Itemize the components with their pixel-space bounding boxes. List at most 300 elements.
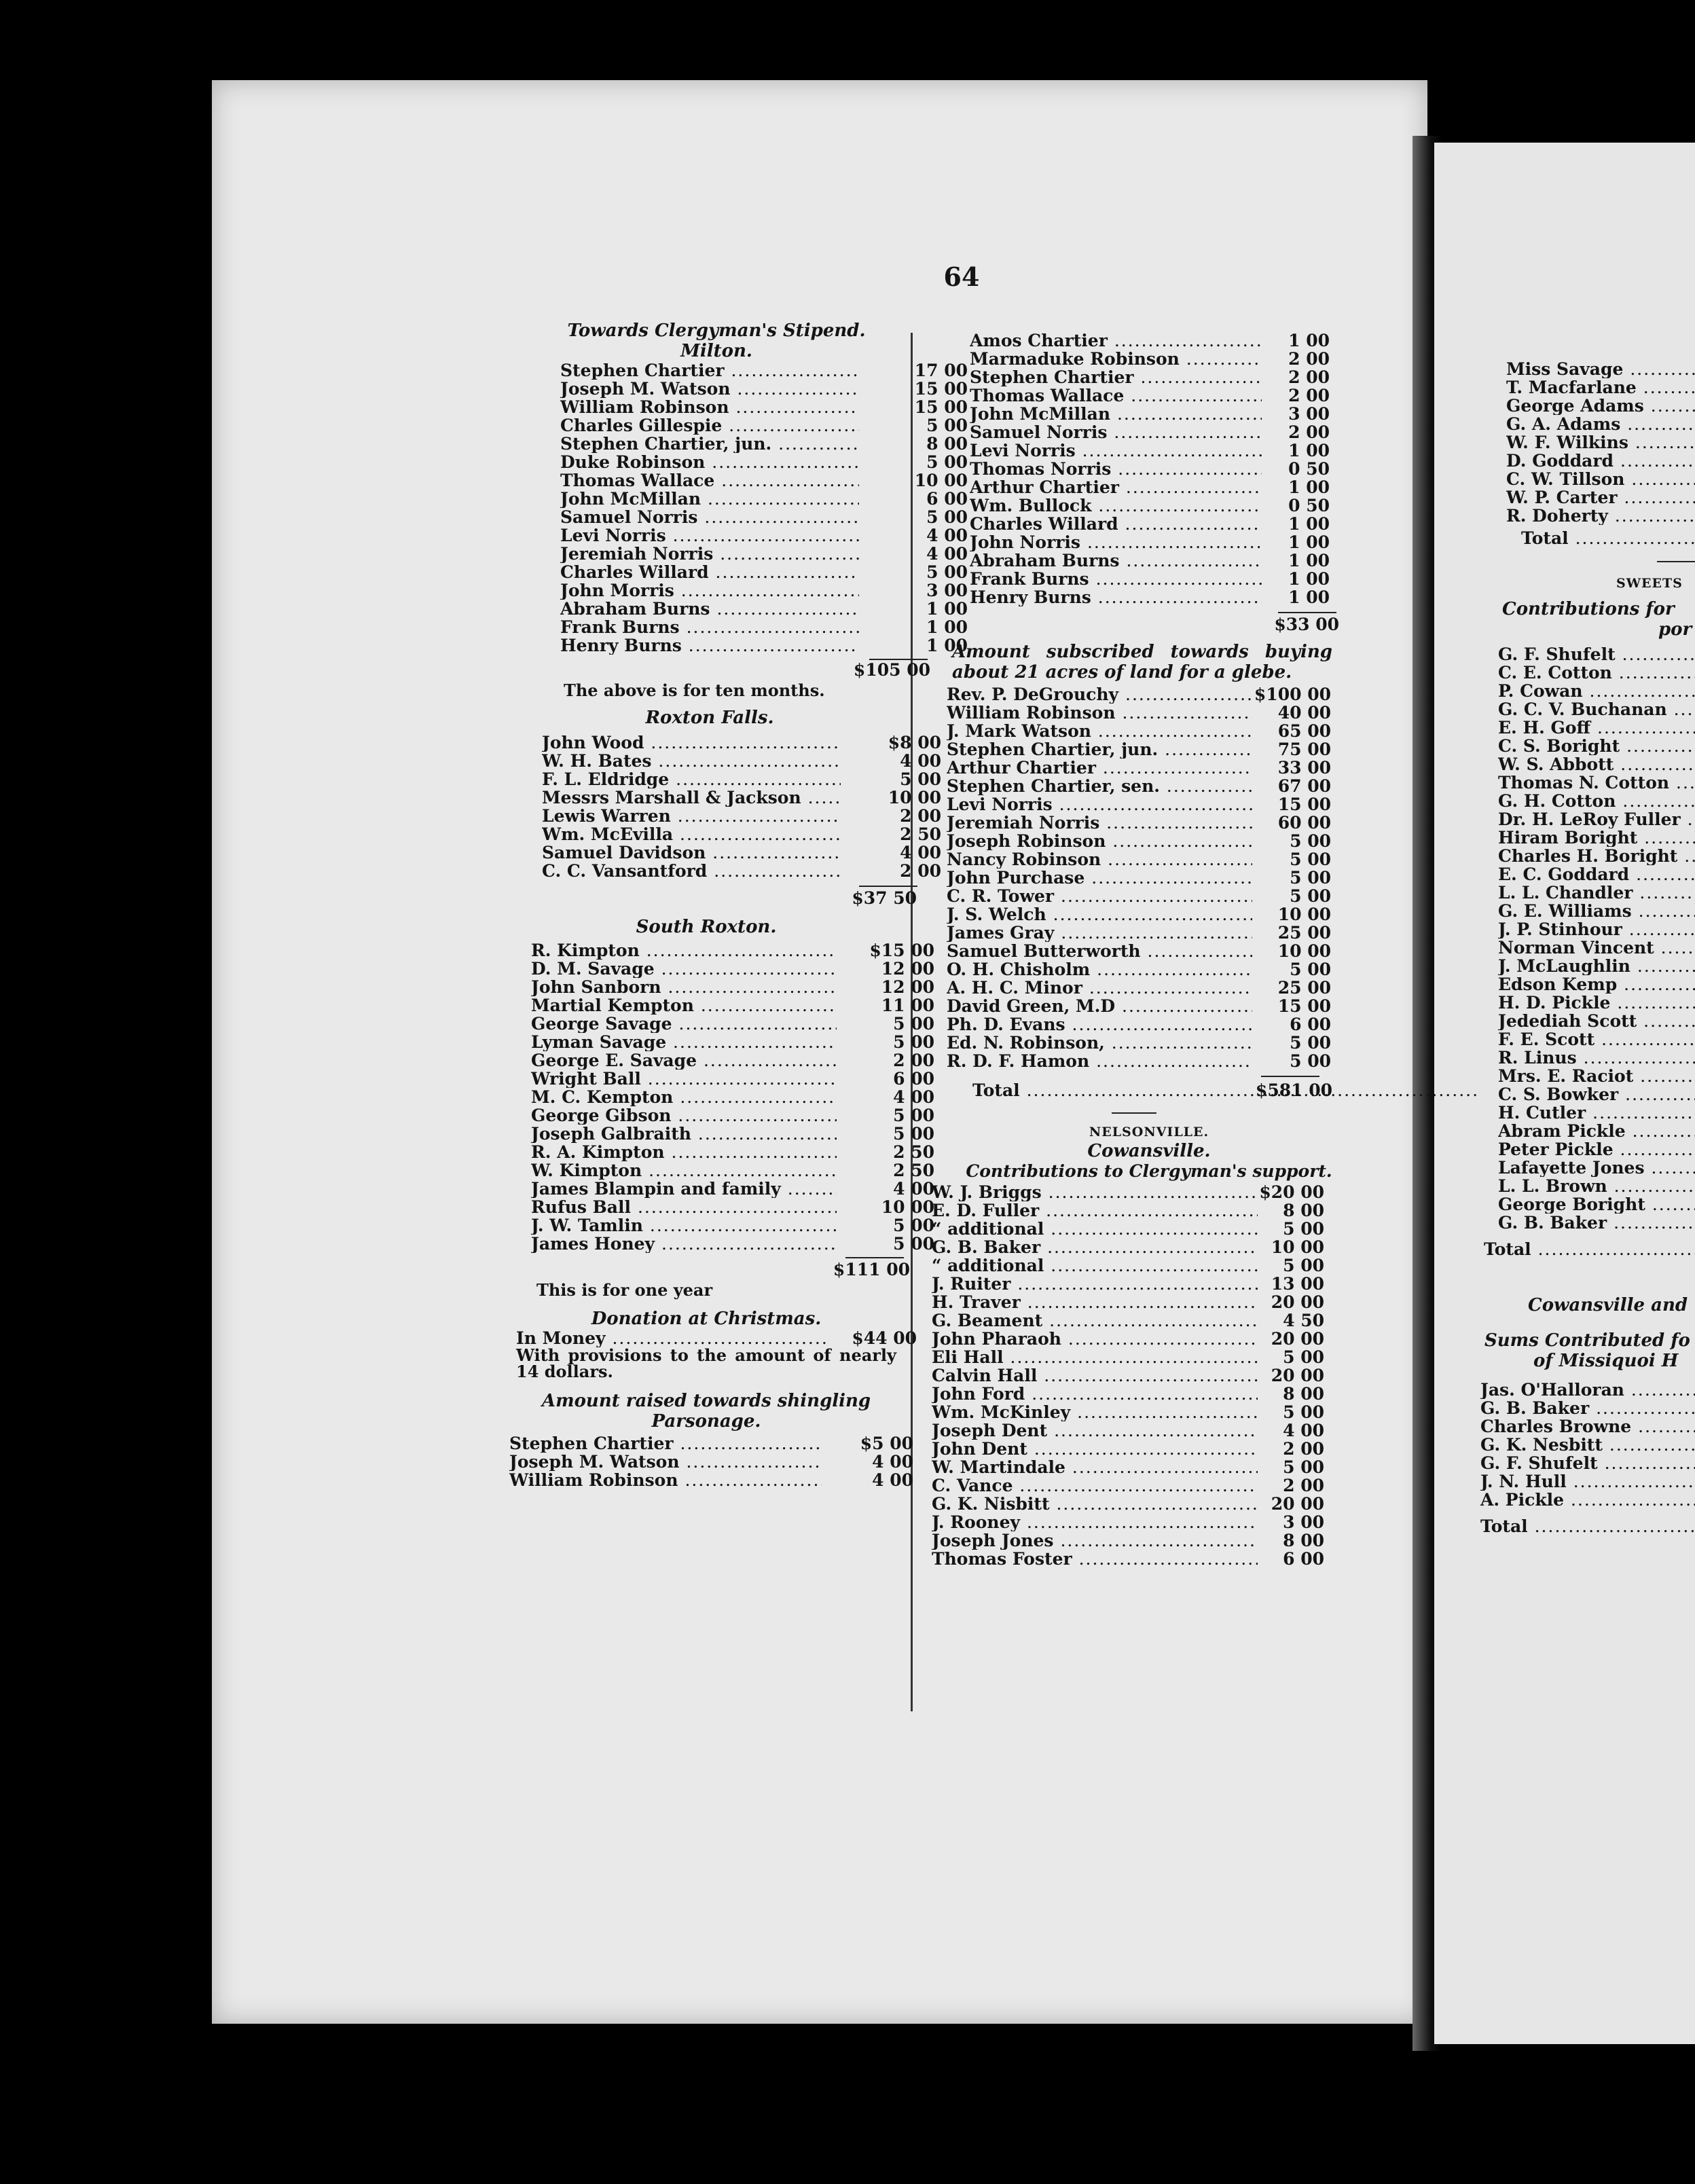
entry-name-wrap: [531, 1088, 837, 1106]
facing-entry-name: E. C. Goddard .....: [1498, 865, 1695, 884]
facing-entry-row: [1498, 718, 1695, 737]
entry-amount: 8 00: [1283, 1531, 1324, 1550]
milton-list: [560, 361, 968, 655]
entry-amount: 2 00: [1288, 422, 1330, 442]
entry-name: Thomas Norris .....: [970, 460, 1262, 478]
entry-name-wrap: [947, 777, 1252, 795]
entry-name: C. Vance .....: [932, 1476, 1258, 1495]
entry-row: [531, 1051, 934, 1070]
facing-entry-name: G. A. Adams .....: [1506, 415, 1695, 433]
entry-row: [947, 979, 1331, 997]
entry-row: [947, 960, 1331, 979]
entry-row: [560, 636, 968, 655]
entry-row: [932, 1348, 1332, 1366]
facing-entry-name: G. E. Williams .....: [1498, 902, 1695, 920]
entry-name-wrap: [970, 588, 1262, 606]
entry-name-wrap: [932, 1330, 1258, 1348]
entry-name-wrap: [947, 1052, 1252, 1070]
entry-name: J. Mark Watson .....: [947, 722, 1252, 740]
facing-total-a: Total .....: [1521, 529, 1695, 547]
entry-name: Joseph M. Watson .....: [560, 380, 859, 398]
entry-name: Joseph M. Watson .....: [509, 1453, 822, 1471]
entry-name-wrap: [970, 423, 1262, 441]
entry-name-wrap: [531, 1033, 837, 1051]
entry-name-wrap: [509, 1453, 822, 1471]
shingling-list: [509, 1434, 913, 1490]
entry-amount: 5 00: [926, 507, 968, 527]
entry-name-wrap: [560, 636, 859, 655]
entry-name: Rufus Ball .....: [531, 1198, 837, 1216]
section-rule: [1657, 561, 1695, 562]
facing-entry-row: [1498, 994, 1695, 1012]
entry-name-wrap: [970, 515, 1262, 533]
facing-entry-name: Charles H. Boright .....: [1498, 847, 1695, 865]
entry-name: Wm. Bullock .....: [970, 496, 1262, 515]
entry-name: William Robinson .....: [509, 1471, 822, 1489]
entry-row: [932, 1183, 1332, 1201]
entry-name-wrap: [542, 862, 841, 880]
facing-entry-row: [1498, 1067, 1695, 1085]
entry-amount: 75 00: [1277, 740, 1331, 759]
right-column: [925, 331, 1346, 1568]
entry-row: [542, 824, 941, 844]
entry-row: [970, 405, 1336, 423]
entry-name: Duke Robinson .....: [560, 453, 859, 471]
entry-amount: 5 00: [893, 1106, 934, 1125]
milton-total: $105 00: [853, 660, 930, 680]
entry-row: [542, 806, 941, 826]
entry-name-wrap: [947, 1034, 1252, 1052]
entry-name-wrap: [932, 1531, 1258, 1550]
entry-amount: 40 00: [1277, 703, 1331, 723]
entry-name-wrap: [531, 978, 837, 996]
entry-row: [932, 1220, 1332, 1238]
facing-entry-name: F. E. Scott .....: [1498, 1030, 1695, 1049]
facing-entry-name: D. Goddard .....: [1506, 452, 1695, 470]
entry-name-wrap: [970, 533, 1262, 551]
entry-name: G. B. Baker .....: [932, 1238, 1258, 1256]
facing-entry-name: G. F. Shufelt .....: [1480, 1454, 1695, 1472]
entry-name: Samuel Norris .....: [970, 423, 1262, 441]
facing-entry-row: [1498, 975, 1695, 994]
entry-amount: $5 00: [860, 1434, 913, 1453]
entry-amount: 4 00: [900, 843, 941, 862]
entry-name: R. D. F. Hamon .....: [947, 1052, 1252, 1070]
entry-amount: 6 00: [1283, 1549, 1324, 1569]
entry-row: [932, 1330, 1332, 1348]
entry-amount: 1 00: [926, 617, 968, 637]
entry-amount: 5 00: [1290, 960, 1331, 979]
entry-amount: 25 00: [1277, 923, 1331, 943]
facing-entry-name: C. S. Boright .....: [1498, 737, 1695, 755]
entry-amount: 13 00: [1271, 1274, 1324, 1294]
facing-entry-name: R. Doherty .....: [1506, 507, 1695, 525]
facing-entry-row: [1506, 397, 1695, 415]
entry-name: J. Ruiter .....: [932, 1275, 1258, 1293]
entry-amount: 10 00: [881, 1197, 934, 1217]
entry-amount: 5 00: [926, 562, 968, 582]
glebe-list: [947, 685, 1346, 1070]
entry-name-wrap: [947, 979, 1252, 997]
entry-amount: 1 00: [926, 599, 968, 619]
entry-name: F. L. Eldridge .....: [542, 770, 841, 788]
entry-name: H. Traver .....: [932, 1293, 1258, 1311]
entry-name-wrap: [531, 1106, 837, 1125]
entry-name: Eli Hall .....: [932, 1348, 1258, 1366]
entry-row: [932, 1256, 1332, 1275]
south-roxton-note: This is for one year: [536, 1280, 713, 1300]
entry-row: [542, 861, 941, 881]
entry-name-wrap: [970, 386, 1262, 405]
entry-amount: 4 00: [893, 1179, 934, 1199]
facing-entry-name: A. Pickle .....: [1480, 1491, 1695, 1509]
entry-row: [947, 905, 1331, 924]
entry-name: W. J. Briggs .....: [932, 1183, 1258, 1201]
entry-name-wrap: [509, 1471, 822, 1489]
entry-name-wrap: [932, 1256, 1258, 1275]
facing-entry-row: [1506, 415, 1695, 433]
entry-name: Frank Burns .....: [560, 618, 859, 636]
entry-row: [947, 887, 1331, 905]
entry-row: [932, 1201, 1332, 1220]
facing-entry-row: [1480, 1399, 1695, 1417]
entry-name: George E. Savage .....: [531, 1051, 837, 1070]
facing-entry-name: Thomas N. Cotton .....: [1498, 774, 1695, 792]
entry-name: Stephen Chartier, jun. .....: [560, 435, 859, 453]
entry-name: Levi Norris .....: [947, 795, 1252, 814]
facing-entry-name: Charles Browne .....: [1480, 1417, 1695, 1436]
entry-row: [560, 379, 968, 399]
entry-name-wrap: [531, 960, 837, 978]
entry-row: [932, 1366, 1332, 1385]
entry-amount: 5 00: [893, 1124, 934, 1144]
entry-amount: $100 00: [1254, 685, 1331, 704]
facing-entry-name: P. Cowan .....: [1498, 682, 1695, 700]
entry-amount: 5 00: [1283, 1347, 1324, 1367]
facing-entry-name: Lafayette Jones .....: [1498, 1159, 1695, 1177]
entry-row: [970, 588, 1336, 606]
entry-row: [531, 1142, 934, 1162]
entry-name-wrap: [531, 1070, 837, 1088]
facing-entry-row: [1480, 1491, 1695, 1509]
entry-name: Stephen Chartier, sen. .....: [947, 777, 1252, 795]
entry-name: Lyman Savage .....: [531, 1033, 837, 1051]
entry-name-wrap: [560, 435, 859, 453]
entry-name: Samuel Butterworth .....: [947, 942, 1252, 960]
entry-name: W. H. Bates .....: [542, 752, 841, 770]
entry-name-wrap: [932, 1220, 1258, 1238]
entry-amount: 5 00: [1290, 831, 1331, 851]
entry-row: [947, 704, 1331, 722]
entry-row: [560, 507, 968, 527]
entry-name: Henry Burns .....: [970, 588, 1262, 606]
entry-name: Lewis Warren .....: [542, 807, 841, 825]
entry-name-wrap: [947, 869, 1252, 887]
entry-name: Wright Ball .....: [531, 1070, 837, 1088]
entry-name-wrap: [947, 850, 1252, 869]
entry-name: Thomas Foster .....: [932, 1550, 1258, 1568]
entry-amount: 10 00: [1277, 941, 1331, 961]
stipend-heading: Towards Clergyman's Stipend.: [567, 321, 866, 341]
entry-amount: $8 00: [888, 733, 941, 752]
entry-amount: 15 00: [1277, 996, 1331, 1016]
entry-row: [932, 1458, 1332, 1476]
entry-amount: 2 00: [1288, 386, 1330, 405]
entry-amount: 65 00: [1277, 721, 1331, 741]
facing-entry-row: [1498, 902, 1695, 920]
entry-name-wrap: [970, 405, 1262, 423]
entry-name-wrap: [970, 570, 1262, 588]
entry-amount: 10 00: [1271, 1237, 1324, 1257]
entry-amount: 5 00: [893, 1234, 934, 1254]
entry-row: [531, 1014, 934, 1034]
entry-row: [542, 751, 941, 771]
entry-row: [947, 722, 1331, 740]
entry-amount: 20 00: [1271, 1366, 1324, 1385]
entry-row: [531, 1161, 934, 1180]
facing-entry-row: [1498, 920, 1695, 939]
entry-name: Charles Gillespie .....: [560, 416, 859, 435]
entry-row: [560, 617, 968, 637]
entry-row: [560, 544, 968, 564]
entry-row: [560, 452, 968, 472]
facing-entry-name: C. E. Cotton .....: [1498, 663, 1695, 682]
facing-entry-row: [1498, 957, 1695, 975]
entry-amount: 4 00: [1283, 1421, 1324, 1440]
entry-name: John Sanborn .....: [531, 978, 837, 996]
entry-name: W. Martindale .....: [932, 1458, 1258, 1476]
entry-row: [542, 788, 941, 807]
entry-name: Rev. P. DeGrouchy .....: [947, 685, 1252, 704]
facing-entry-row: [1498, 1085, 1695, 1104]
entry-name-wrap: [932, 1183, 1258, 1201]
facing-entry-name: E. H. Goff .....: [1498, 718, 1695, 737]
facing-list-b: [1498, 645, 1695, 1232]
entry-name-wrap: [531, 1198, 837, 1216]
milton-heading: Milton.: [680, 341, 752, 361]
facing-entry-name: C. W. Tillson .....: [1506, 470, 1695, 488]
entry-name: Stephen Chartier .....: [970, 368, 1262, 386]
entry-name-wrap: [542, 788, 841, 807]
entry-name-wrap: [947, 942, 1252, 960]
entry-name-wrap: [970, 441, 1262, 460]
entry-row: [970, 386, 1336, 405]
entry-row: [932, 1531, 1332, 1550]
entry-row: [947, 1015, 1331, 1034]
entry-name: Stephen Chartier .....: [560, 361, 859, 380]
entry-amount: 11 00: [881, 996, 934, 1015]
entry-amount: 4 00: [893, 1087, 934, 1107]
entry-amount: 20 00: [1271, 1329, 1324, 1349]
entry-name-wrap: [542, 752, 841, 770]
entry-amount: 2 00: [900, 861, 941, 881]
entry-row: [947, 942, 1331, 960]
entry-amount: 1 00: [1288, 569, 1330, 589]
facing-caps-heading: SWEETS: [1616, 576, 1683, 591]
roxton-falls-heading: Roxton Falls.: [645, 708, 774, 728]
entry-row: [531, 1106, 934, 1125]
facing-entry-name: G. H. Cotton .....: [1498, 792, 1695, 810]
entry-amount: 10 00: [1277, 905, 1331, 924]
facing-entry-row: [1498, 1030, 1695, 1049]
facing-entry-name: Dr. H. LeRoy Fuller .....: [1498, 810, 1695, 829]
facing-entry-row: [1498, 1159, 1695, 1177]
entry-name-wrap: [560, 600, 859, 618]
entry-amount: 2 50: [893, 1161, 934, 1180]
entry-name-wrap: [932, 1275, 1258, 1293]
entry-amount: 4 00: [926, 526, 968, 545]
entry-amount: 2 00: [900, 806, 941, 826]
entry-name-wrap: [932, 1366, 1258, 1385]
facing-entry-name: Norman Vincent .....: [1498, 939, 1695, 957]
entry-name: John Purchase .....: [947, 869, 1252, 887]
facing-cowansville-and: Cowansville and: [1528, 1295, 1688, 1315]
entry-name: Samuel Davidson .....: [542, 843, 841, 862]
entry-name: O. H. Chisholm .....: [947, 960, 1252, 979]
entry-name: “ additional .....: [932, 1220, 1258, 1238]
entry-name: Abraham Burns .....: [560, 600, 859, 618]
entry-amount: 25 00: [1277, 978, 1331, 998]
entry-row: [970, 570, 1336, 588]
facing-entry-row: [1498, 865, 1695, 884]
continued-list: [970, 331, 1346, 606]
entry-row: [932, 1385, 1332, 1403]
entry-name: Arthur Chartier .....: [947, 759, 1252, 777]
entry-name: George Gibson .....: [531, 1106, 837, 1125]
facing-total-c: Total .....: [1480, 1517, 1695, 1535]
facing-entry-row: [1506, 488, 1695, 507]
entry-name: “ additional .....: [932, 1256, 1258, 1275]
entry-name: William Robinson .....: [560, 398, 859, 416]
entry-name: Martial Kempton .....: [531, 996, 837, 1015]
cowansville-heading: Cowansville.: [1087, 1141, 1211, 1161]
entry-row: [560, 397, 968, 417]
entry-row: [560, 489, 968, 509]
glebe-total: $581 00: [1255, 1080, 1332, 1100]
entry-amount: 5 00: [1290, 886, 1331, 906]
entry-row: [531, 1197, 934, 1217]
glebe-total-label: Total .....: [972, 1080, 1479, 1100]
entry-name-wrap: [531, 1125, 837, 1143]
entry-amount: 12 00: [881, 959, 934, 979]
facing-entry-row: [1506, 452, 1695, 470]
entry-amount: 1 00: [1288, 551, 1330, 570]
entry-name: Messrs Marshall & Jackson .....: [542, 788, 841, 807]
entry-row: [932, 1238, 1332, 1256]
entry-row: [531, 1124, 934, 1144]
entry-amount: 1 00: [926, 636, 968, 655]
entry-amount: 3 00: [1283, 1512, 1324, 1532]
entry-amount: 20 00: [1271, 1292, 1324, 1312]
entry-name-wrap: [947, 704, 1252, 722]
entry-row: [947, 685, 1331, 704]
entry-name-wrap: [932, 1311, 1258, 1330]
entry-row: [947, 1034, 1331, 1052]
facing-entry-name: R. Linus .....: [1498, 1049, 1695, 1067]
entry-name: M. C. Kempton .....: [531, 1088, 837, 1106]
entry-name-wrap: [947, 814, 1252, 832]
facing-entry-name: G. F. Shufelt .....: [1498, 645, 1695, 663]
entry-row: [560, 599, 968, 619]
entry-amount: 5 00: [1283, 1219, 1324, 1239]
entry-name: Samuel Norris .....: [560, 508, 859, 526]
entry-name: E. D. Fuller .....: [932, 1201, 1258, 1220]
entry-row: [947, 869, 1331, 887]
entry-amount: 5 00: [926, 452, 968, 472]
facing-entry-name: Jedediah Scott .....: [1498, 1012, 1695, 1030]
entry-name-wrap: [932, 1513, 1258, 1531]
facing-entry-name: W. P. Carter .....: [1506, 488, 1695, 507]
entry-amount: 33 00: [1277, 758, 1331, 778]
entry-row: [947, 795, 1331, 814]
facing-entry-row: [1480, 1436, 1695, 1454]
facing-entry-row: [1498, 1122, 1695, 1140]
entry-name: John Ford .....: [932, 1385, 1258, 1403]
entry-row: [932, 1293, 1332, 1311]
entry-name: Calvin Hall .....: [932, 1366, 1258, 1385]
entry-name: John Dent .....: [932, 1440, 1258, 1458]
entry-name: Jeremiah Norris .....: [947, 814, 1252, 832]
entry-name: A. H. C. Minor .....: [947, 979, 1252, 997]
facing-entry-name: George Boright .....: [1498, 1195, 1695, 1214]
entry-amount: 5 00: [1283, 1457, 1324, 1477]
entry-row: [531, 1234, 934, 1254]
entry-name-wrap: [970, 460, 1262, 478]
entry-name-wrap: [542, 843, 841, 862]
entry-name: Charles Willard .....: [970, 515, 1262, 533]
entry-name: Frank Burns .....: [970, 570, 1262, 588]
entry-amount: 1 00: [1288, 477, 1330, 497]
facing-entry-row: [1498, 1104, 1695, 1122]
entry-name-wrap: [932, 1440, 1258, 1458]
entry-amount: 1 00: [1288, 331, 1330, 350]
entry-name-wrap: [560, 398, 859, 416]
support-list: [932, 1183, 1346, 1568]
entry-name-wrap: [947, 887, 1252, 905]
entry-amount: 8 00: [926, 434, 968, 454]
entry-name-wrap: [932, 1476, 1258, 1495]
facing-entry-name: W. F. Wilkins .....: [1506, 433, 1695, 452]
entry-name: Ph. D. Evans .....: [947, 1015, 1252, 1034]
entry-amount: 0 50: [1288, 459, 1330, 479]
facing-entry-name: Abram Pickle .....: [1498, 1122, 1695, 1140]
entry-row: [970, 533, 1336, 551]
facing-entry-row: [1480, 1454, 1695, 1472]
south-roxton-list: [531, 941, 934, 1254]
facing-entry-name: Hiram Boright .....: [1498, 829, 1695, 847]
entry-row: [947, 850, 1331, 869]
entry-amount: 4 00: [872, 1470, 913, 1490]
facing-entry-row: [1498, 1214, 1695, 1232]
entry-name-wrap: [531, 1143, 837, 1161]
entry-row: [947, 924, 1331, 942]
entry-row: [932, 1495, 1332, 1513]
entry-name: Joseph Dent .....: [932, 1421, 1258, 1440]
entry-name: Jeremiah Norris .....: [560, 545, 859, 563]
facing-entry-name: H. D. Pickle .....: [1498, 994, 1695, 1012]
entry-row: [531, 1087, 934, 1107]
entry-name: John Morris .....: [560, 581, 859, 600]
entry-name-wrap: [947, 997, 1252, 1015]
facing-entry-name: George Adams .....: [1506, 397, 1695, 415]
entry-row: [970, 441, 1336, 460]
facing-entry-name: H. Cutler .....: [1498, 1104, 1695, 1122]
facing-total-b: Total .....: [1484, 1240, 1695, 1258]
entry-row: [970, 331, 1336, 350]
entry-row: [947, 740, 1331, 759]
entry-amount: 8 00: [1283, 1384, 1324, 1404]
total-rule: [845, 1257, 904, 1258]
